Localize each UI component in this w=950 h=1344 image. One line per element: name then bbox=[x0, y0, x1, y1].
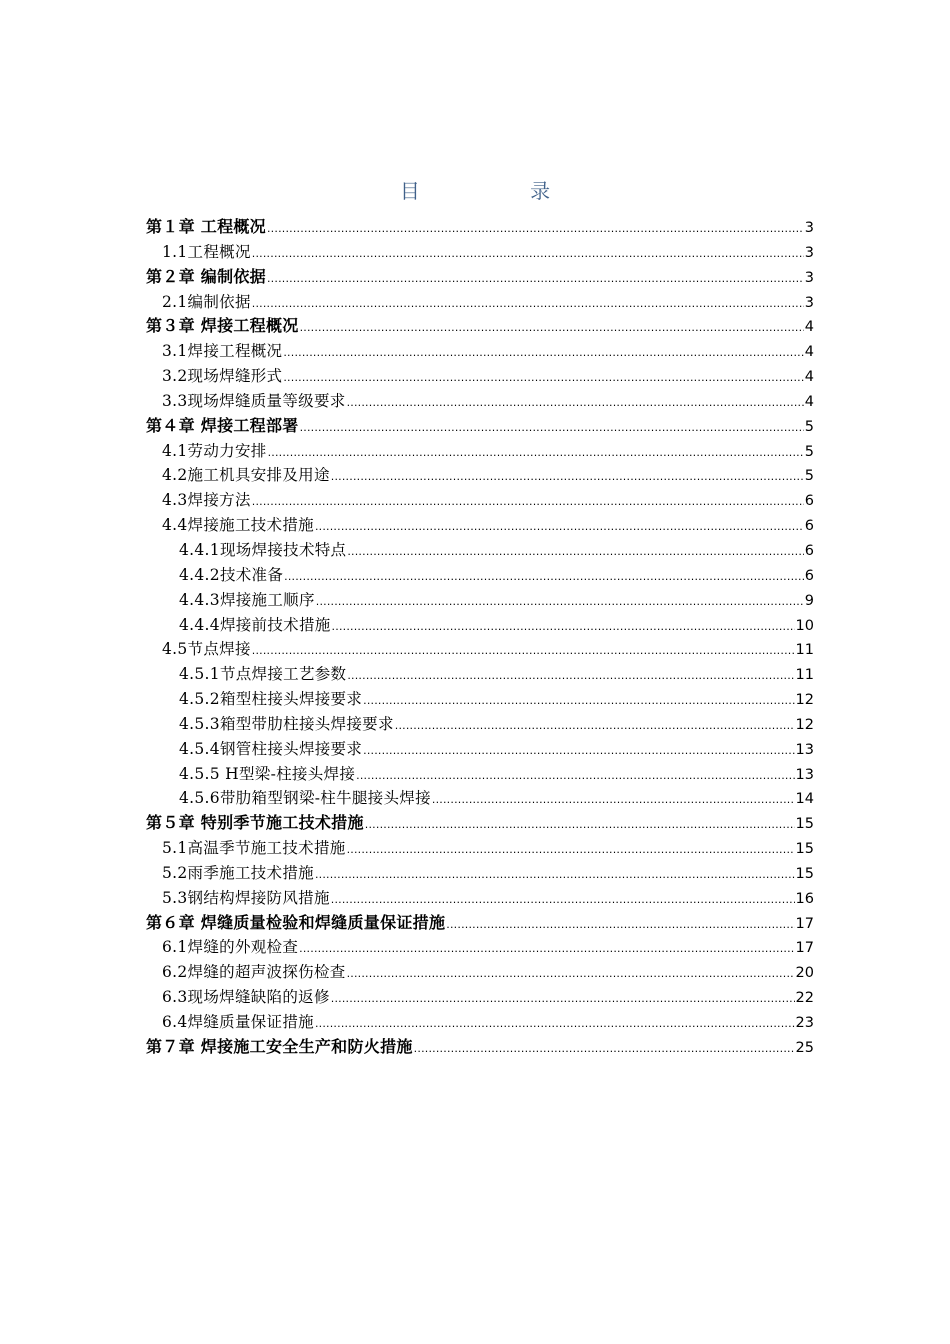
toc-entry[interactable] bbox=[146, 1035, 814, 1060]
toc-dot-leader bbox=[315, 863, 795, 888]
toc-dot-leader bbox=[331, 888, 795, 913]
toc-dot-leader bbox=[432, 788, 795, 813]
toc-page-number: 15 bbox=[795, 865, 814, 882]
toc-entry[interactable] bbox=[146, 662, 814, 687]
toc-page-number: 6 bbox=[804, 542, 814, 559]
toc-dot-leader bbox=[331, 987, 795, 1012]
toc-page-number: 25 bbox=[795, 1039, 814, 1056]
toc-entry-label: 6.2焊缝的超声波探伤检查 bbox=[162, 963, 346, 982]
toc-entry-label: 4.5.3箱型带肋柱接头焊接要求 bbox=[179, 714, 394, 733]
toc-entry[interactable] bbox=[146, 836, 814, 861]
toc-entry[interactable] bbox=[146, 339, 814, 364]
toc-entry[interactable] bbox=[146, 1010, 814, 1035]
toc-dot-leader bbox=[356, 764, 794, 789]
toc-entry[interactable] bbox=[146, 935, 814, 960]
toc-dot-leader bbox=[283, 366, 803, 391]
toc-entry[interactable] bbox=[146, 811, 814, 836]
toc-dot-leader bbox=[395, 714, 795, 739]
table-of-contents bbox=[146, 215, 814, 1060]
toc-entry[interactable] bbox=[146, 513, 814, 538]
toc-dot-leader bbox=[283, 341, 803, 366]
toc-entry-label: 6.3现场焊缝缺陷的返修 bbox=[162, 988, 330, 1007]
toc-entry-label: 2.1编制依据 bbox=[162, 292, 251, 311]
toc-page-number: 6 bbox=[804, 518, 814, 535]
toc-entry[interactable] bbox=[146, 886, 814, 911]
toc-dot-leader bbox=[252, 292, 804, 317]
toc-entry[interactable] bbox=[146, 290, 814, 315]
toc-page-number: 13 bbox=[795, 766, 814, 783]
toc-dot-leader bbox=[300, 316, 804, 341]
toc-entry[interactable] bbox=[146, 613, 814, 638]
toc-dot-leader bbox=[331, 465, 804, 490]
toc-entry-label: 4.4.2技术准备 bbox=[179, 565, 284, 584]
toc-entry[interactable] bbox=[146, 637, 814, 662]
toc-dot-leader bbox=[363, 689, 794, 714]
toc-entry-label: 3.3现场焊缝质量等级要求 bbox=[162, 391, 346, 410]
toc-entry[interactable] bbox=[146, 314, 814, 339]
toc-page-number: 3 bbox=[804, 220, 814, 236]
toc-dot-leader bbox=[252, 639, 795, 664]
toc-page-number: 23 bbox=[795, 1015, 814, 1031]
toc-dot-leader bbox=[315, 1012, 795, 1037]
toc-entry-label: 3.2现场焊缝形式 bbox=[162, 367, 283, 386]
toc-page-number: 4 bbox=[804, 369, 814, 386]
toc-entry-label: 4.1劳动力安排 bbox=[162, 441, 267, 460]
toc-dot-leader bbox=[284, 565, 804, 590]
toc-entry[interactable] bbox=[146, 265, 814, 290]
toc-dot-leader bbox=[347, 962, 795, 987]
toc-entry-label: 第６章 焊缝质量检验和焊缝质量保证措施 bbox=[146, 912, 446, 932]
toc-entry-label: 5.2雨季施工技术措施 bbox=[162, 863, 314, 882]
toc-dot-leader bbox=[300, 416, 804, 441]
toc-entry-label: 第１章 工程概况 bbox=[146, 217, 266, 236]
toc-page-number: 17 bbox=[795, 940, 814, 957]
toc-entry[interactable] bbox=[146, 563, 814, 588]
toc-entry-label: 4.4.1现场焊接技术特点 bbox=[179, 540, 347, 559]
toc-entry[interactable] bbox=[146, 762, 814, 787]
toc-dot-leader bbox=[268, 441, 804, 466]
toc-entry-label: 4.5.4钢管柱接头焊接要求 bbox=[179, 739, 363, 758]
toc-page-number: 10 bbox=[795, 617, 814, 634]
toc-entry[interactable] bbox=[146, 687, 814, 712]
toc-page-number: 4 bbox=[804, 344, 814, 361]
toc-dot-leader bbox=[267, 217, 804, 242]
toc-entry-label: 6.1焊缝的外观检查 bbox=[162, 938, 299, 957]
toc-entry[interactable] bbox=[146, 463, 814, 488]
toc-title: 目 录 bbox=[399, 179, 603, 203]
toc-entry[interactable] bbox=[146, 538, 814, 563]
toc-dot-leader bbox=[363, 739, 794, 764]
toc-entry-label: 5.3钢结构焊接防风措施 bbox=[162, 888, 330, 907]
toc-dot-leader bbox=[252, 490, 804, 515]
toc-page-number: 11 bbox=[795, 642, 814, 659]
toc-page-number: 3 bbox=[804, 244, 814, 261]
toc-entry-label: 4.5.2箱型柱接头焊接要求 bbox=[179, 690, 363, 709]
toc-page-number: 4 bbox=[804, 393, 814, 410]
toc-page-number: 15 bbox=[795, 841, 814, 858]
toc-entry[interactable] bbox=[146, 240, 814, 265]
toc-page-number: 14 bbox=[795, 791, 814, 808]
toc-dot-leader bbox=[365, 813, 795, 838]
toc-entry-label: 第４章 焊接工程部署 bbox=[146, 415, 299, 435]
toc-dot-leader bbox=[347, 838, 795, 863]
toc-entry-label: 4.5.5 H型梁-柱接头焊接 bbox=[179, 764, 356, 783]
toc-entry[interactable] bbox=[146, 737, 814, 762]
toc-page-number: 3 bbox=[804, 294, 814, 311]
toc-entry-label: 5.1高温季节施工技术措施 bbox=[162, 839, 346, 858]
toc-entry[interactable] bbox=[146, 389, 814, 414]
toc-page-number: 9 bbox=[804, 592, 814, 609]
toc-dot-leader bbox=[299, 937, 794, 962]
toc-page-number: 17 bbox=[795, 915, 814, 932]
toc-page-number: 11 bbox=[795, 667, 814, 684]
toc-page-number: 5 bbox=[804, 443, 814, 460]
toc-entry-label: 4.4.3焊接施工顺序 bbox=[179, 590, 315, 609]
toc-entry[interactable] bbox=[146, 960, 814, 985]
toc-page-number: 12 bbox=[795, 692, 814, 709]
toc-entry[interactable] bbox=[146, 364, 814, 389]
toc-entry-label: 6.4焊缝质量保证措施 bbox=[162, 1013, 314, 1031]
toc-entry-label: 4.5.1节点焊接工艺参数 bbox=[179, 665, 347, 684]
toc-page-number: 12 bbox=[795, 716, 814, 733]
toc-page-number: 5 bbox=[804, 468, 814, 485]
toc-page-number: 22 bbox=[795, 990, 814, 1007]
toc-dot-leader bbox=[316, 590, 804, 615]
toc-page-number: 6 bbox=[804, 493, 814, 510]
toc-page-number: 20 bbox=[795, 965, 814, 982]
toc-entry-label: 4.5节点焊接 bbox=[162, 640, 251, 659]
toc-dot-leader bbox=[446, 913, 794, 938]
toc-entry-label: 4.3焊接方法 bbox=[162, 491, 251, 510]
toc-page-number: 6 bbox=[804, 567, 814, 584]
toc-dot-leader bbox=[347, 664, 794, 689]
toc-page-number: 5 bbox=[804, 418, 814, 435]
toc-entry[interactable] bbox=[146, 786, 814, 811]
toc-dot-leader bbox=[347, 391, 804, 416]
toc-entry[interactable] bbox=[146, 215, 814, 240]
toc-entry-label: 4.5.6带肋箱型钢梁-柱牛腿接头焊接 bbox=[179, 789, 431, 808]
toc-entry-label: 第７章 焊接施工安全生产和防火措施 bbox=[146, 1036, 413, 1056]
toc-entry-label: 1.1工程概况 bbox=[162, 242, 251, 261]
toc-dot-leader bbox=[332, 615, 795, 640]
toc-entry[interactable] bbox=[146, 414, 814, 439]
toc-dot-leader bbox=[315, 515, 804, 540]
toc-entry-label: 3.1焊接工程概况 bbox=[162, 342, 283, 361]
toc-entry-label: 第５章 特别季节施工技术措施 bbox=[146, 813, 364, 833]
toc-entry[interactable] bbox=[146, 985, 814, 1010]
toc-dot-leader bbox=[252, 242, 804, 267]
toc-entry-label: 第３章 焊接工程概况 bbox=[146, 316, 299, 336]
toc-entry[interactable] bbox=[146, 861, 814, 886]
toc-entry-label: 4.4焊接施工技术措施 bbox=[162, 516, 314, 535]
toc-dot-leader bbox=[347, 540, 803, 565]
toc-entry[interactable] bbox=[146, 588, 814, 613]
toc-entry-label: 第２章 编制依据 bbox=[146, 266, 266, 286]
toc-entry[interactable] bbox=[146, 439, 814, 464]
toc-entry[interactable] bbox=[146, 488, 814, 513]
toc-entry-label: 4.4.4焊接前技术措施 bbox=[179, 615, 331, 634]
toc-entry[interactable] bbox=[146, 712, 814, 737]
toc-page-number: 15 bbox=[795, 816, 814, 833]
toc-page-number: 13 bbox=[795, 741, 814, 758]
toc-page-number: 3 bbox=[804, 269, 814, 286]
toc-dot-leader bbox=[414, 1037, 795, 1062]
toc-page-number: 16 bbox=[795, 890, 814, 907]
toc-entry[interactable] bbox=[146, 911, 814, 936]
toc-dot-leader bbox=[267, 267, 804, 292]
toc-page-number: 4 bbox=[804, 319, 814, 336]
toc-entry-label: 4.2施工机具安排及用途 bbox=[162, 466, 330, 485]
